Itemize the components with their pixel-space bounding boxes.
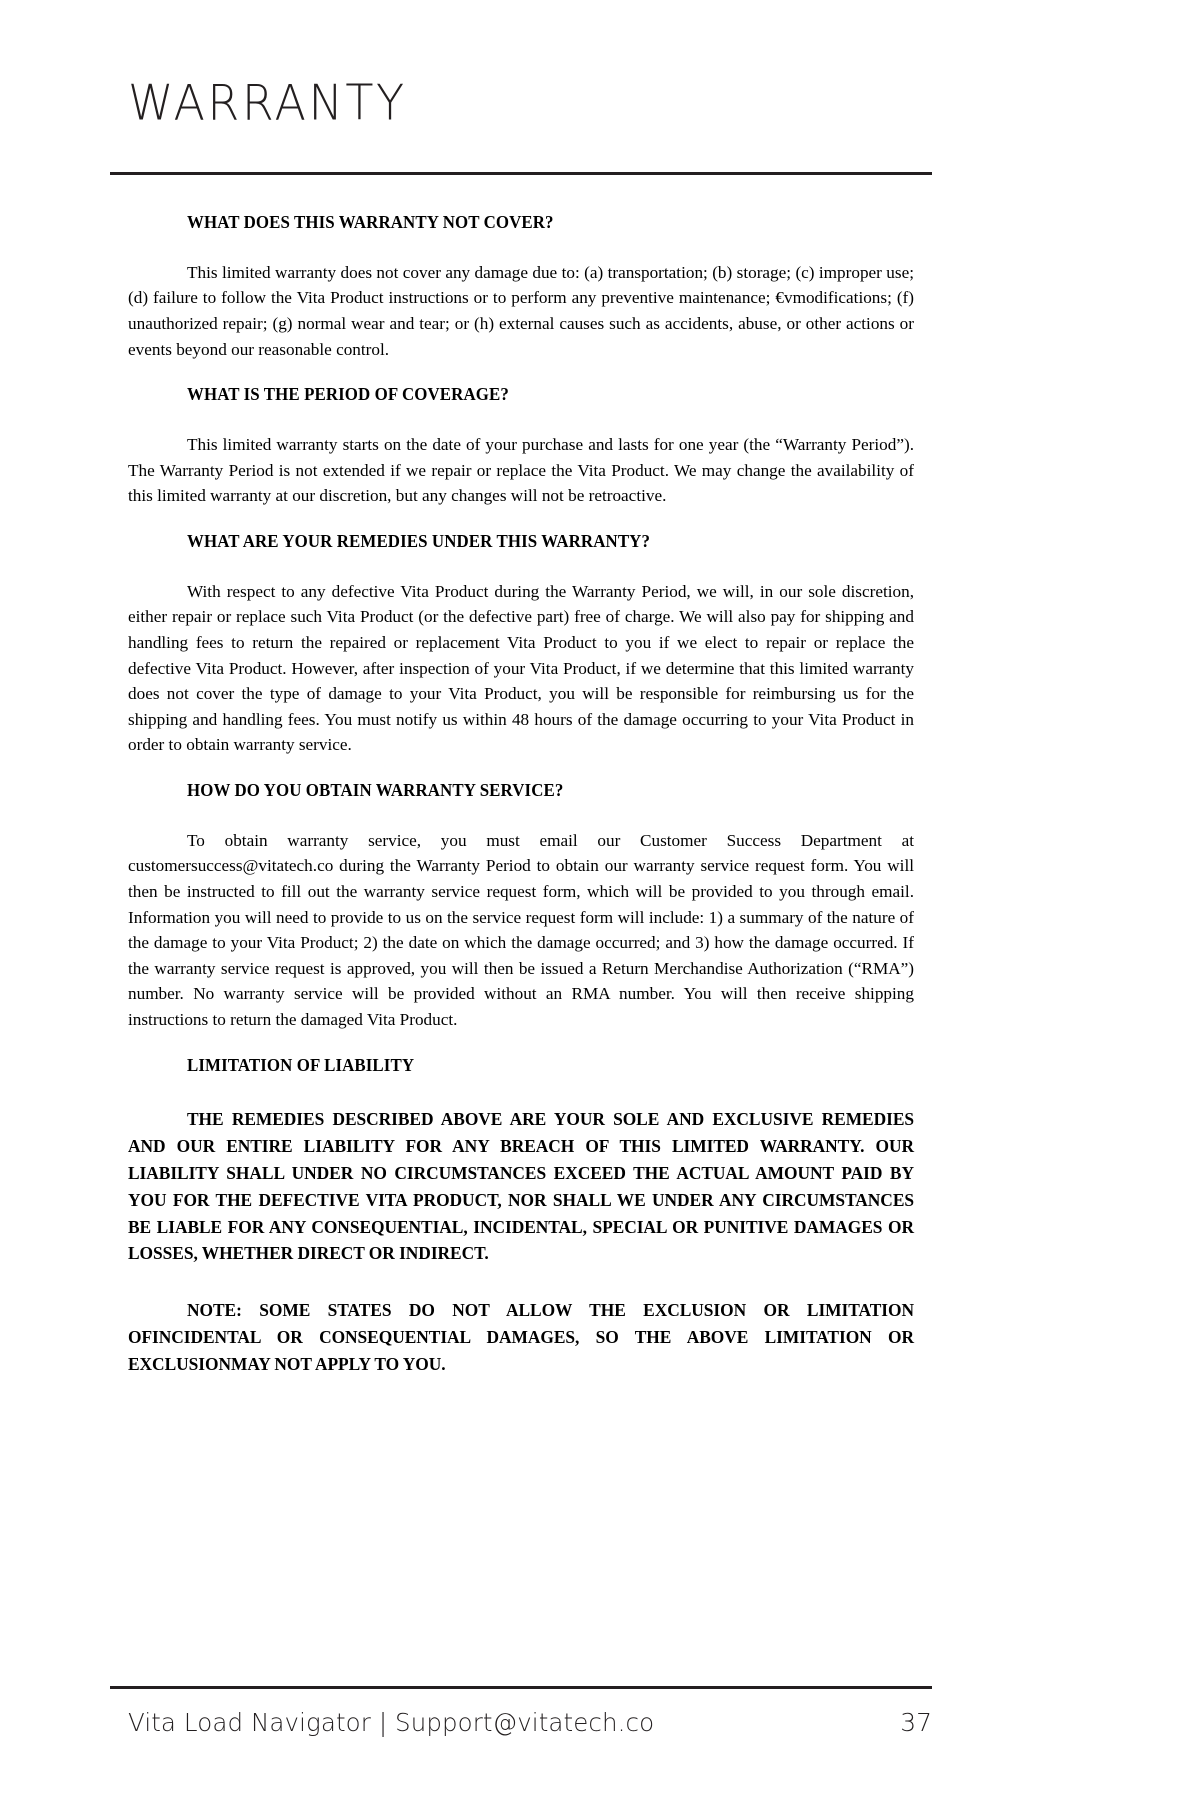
paragraph-remedies: With respect to any defective Vita Product during the Warranty Period, we will, in our sole discretion, either repair or replace such Vita Product (or the defective part) free of charge. We will also pay for shipping and handling fees to return the repaired or replacement Vita Product to you if we elect to repair or replace the defective Vita Product. However, after inspection of your Vita Product, if we determine that this limited warranty does not cover the type of damage to your Vita Product, you will be responsible for reimbursing us for the shipping and handling fees. You must notify us within 48 hours of the damage occurring to your Vita Product in order to obtain warranty service.: [128, 581, 914, 755]
page-title-block: [128, 73, 928, 131]
heading-what-does-this-warranty-not-cover: WHAT DOES THIS WARRANTY NOT COVER?: [187, 212, 554, 232]
paragraph-what-does-this-warranty-not-cover: This limited warranty does not cover any damage due to: (a) transportation; (b) storage; (c) improper use; (d) failure to follow the Vita Product instructions or to perform any preventive maintenance; €vmodifications; (f) unauthorized repair; (g) normal wear and tear; or (h) external causes such as accidents, abuse, or other actions or events beyond our reasonable control.: [128, 262, 914, 359]
document-content: [128, 212, 914, 1378]
header-divider: [110, 172, 932, 175]
spacer: [128, 1033, 914, 1055]
spacer: [128, 1267, 914, 1297]
footer-page-number: 37: [900, 1708, 932, 1737]
spacer: [128, 362, 914, 384]
spacer: [128, 758, 914, 780]
page-footer: [128, 1708, 932, 1737]
spacer: [128, 1076, 914, 1106]
page-title: WARRANTY: [128, 73, 407, 131]
heading-what-is-the-period-of-coverage: WHAT IS THE PERIOD OF COVERAGE?: [187, 384, 509, 405]
spacer: [128, 802, 914, 828]
spacer: [128, 509, 914, 531]
heading-how-do-you-obtain-warranty-service: HOW DO YOU OBTAIN WARRANTY SERVICE?: [187, 779, 564, 800]
footer-divider: [110, 1686, 932, 1689]
heading-what-are-your-remedies-under-this-warranty: WHAT ARE YOUR REMEDIES UNDER THIS WARRANTY?: [187, 530, 651, 551]
spacer: [128, 234, 914, 260]
paragraph-limitation-of-liability: THE REMEDIES DESCRIBED ABOVE ARE YOUR SOLE AND EXCLUSIVE REMEDIES AND OUR ENTIRE LIABILITY FOR ANY BREACH OF THIS LIMITED WARRANTY. OUR LIABILITY SHALL UNDER NO CIRCUMSTANCES EXCEED THE ACTUAL AMOUNT PAID BY YOU FOR THE DEFECTIVE VITA PRODUCT, NOR SHALL WE UNDER ANY CIRCUMSTANCES BE LIABLE FOR ANY CONSEQUENTIAL, INCIDENTAL, SPECIAL OR PUNITIVE DAMAGES OR LOSSES, WHETHER DIRECT OR INDIRECT.: [128, 1109, 914, 1264]
heading-limitation-of-liability: LIMITATION OF LIABILITY: [187, 1054, 415, 1075]
paragraph-obtain-warranty-service: To obtain warranty service, you must email our Customer Success Department at customersuccess@vitatech.co during the Warranty Period to obtain our warranty service request form. You will then be instructed to fill out the warranty service request form, which will be provided to you through email. Information you will need to provide to us on the service request form will include: 1) a summary of the nature of the damage to your Vita Product; 2) the date on which the damage occurred; and 3) how the damage occurred. If the warranty service request is approved, you will then be issued a Return Merchandise Authorization (“RMA”) number. No warranty service will be provided without an RMA number. You will then receive shipping instructions to return the damaged Vita Product.: [128, 830, 914, 1029]
spacer: [128, 406, 914, 432]
spacer: [128, 553, 914, 579]
paragraph-period-of-coverage: This limited warranty starts on the date of your purchase and lasts for one year (the “Warranty Period”). The Warranty Period is not extended if we repair or replace the Vita Product. We may change the availability of this limited warranty at our discretion, but any changes will not be retroactive.: [128, 435, 914, 506]
paragraph-state-law-note: NOTE: SOME STATES DO NOT ALLOW THE EXCLUSION OR LIMITATION OFINCIDENTAL OR CONSEQUENTIAL DAMAGES, SO THE ABOVE LIMITATION OR EXCLUSIONMAY NOT APPLY TO YOU.: [128, 1300, 914, 1374]
footer-product-and-support: Vita Load Navigator | Support@vitatech.co: [128, 1708, 655, 1737]
